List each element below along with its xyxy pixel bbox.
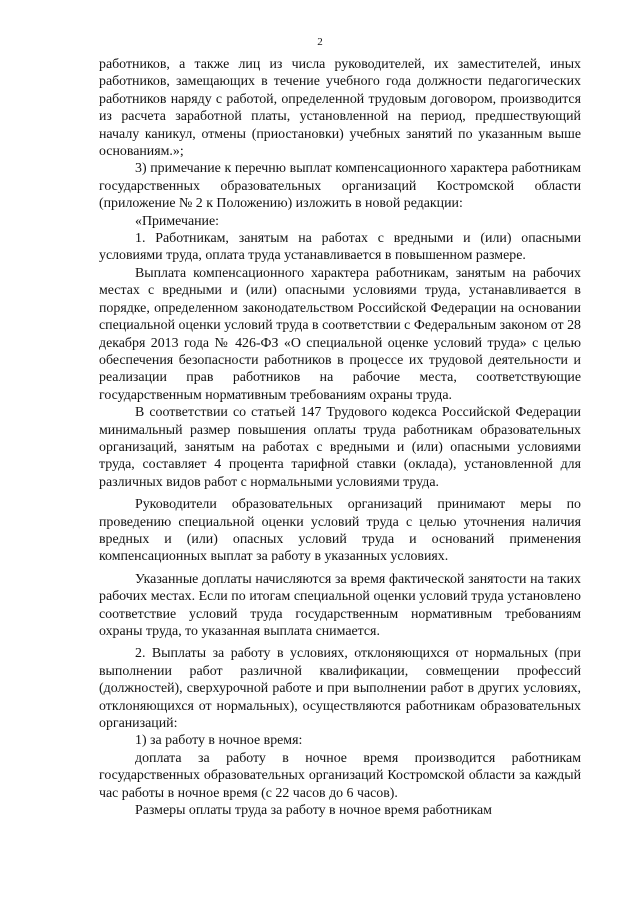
paragraph-8: Указанные доплаты начисляются за время фактической занятости на таких рабочих местах. Если по итогам специальной оценки условий труда установлено соответствие условий труда государственным нормативным требованиям охраны труда, то указанная выплата снимается. — [99, 571, 581, 639]
paragraph-4: 1. Работникам, занятым на работах с вредными и (или) опасными условиями труда, оплата труда устанавливается в повышенном размере. — [99, 231, 581, 264]
paragraph-12: Размеры оплаты труда за работу в ночное время работникам — [135, 803, 492, 819]
paragraph-3: «Примечание: — [135, 213, 220, 229]
paragraph-9: 2. Выплаты за работу в условиях, отклоняющихся от нормальных (при выполнении работ различной квалификации, совмещении профессий (должностей), сверхурочной работе и при выполнении работ в других условиях, отклоняющихся от нормальных), осуществляются работникам образовательных организаций: — [99, 646, 581, 732]
paragraph-2: 3) примечание к перечню выплат компенсационного характера работникам государственных образовательных организаций Костромской области (приложение № 2 к Положению) изложить в новой редакции: — [99, 161, 581, 212]
page-number: 2 — [317, 36, 323, 48]
paragraph-5: Выплата компенсационного характера работникам, занятым на рабочих местах с вредными и (или) опасными условиями труда, устанавливается в порядке, определенном законодательством Российской Федерации на основании специальной оценки условий труда в соответствии с Федеральным законом от 28 декабря 2013 года № 426-ФЗ «О специальной оценке условий труда» с целью обеспечения безопасности работников в процессе их трудовой деятельности и реализации прав работников на рабочие места, соответствующие государственным нормативным требованиям охраны труда. — [99, 265, 581, 403]
paragraph-1: работников, а также лиц из числа руководителей, их заместителей, иных работников, замещающих в течение учебного года должности педагогических работников наряду с работой, определенной трудовым договором, производится из расчета заработной платы, установленной на период, предшествующий началу каникул, отмены (приостановки) учебных занятий по указанным выше основаниям.»; — [99, 57, 581, 160]
paragraph-7: Руководители образовательных организаций принимают меры по проведению специальной оценки условий труда с целью уточнения наличия вредных и (или) опасных условий труда и оснований применения компенсационных выплат за работу в указанных условиях. — [99, 497, 581, 565]
paragraph-10: 1) за работу в ночное время: — [135, 733, 303, 749]
document-body — [99, 56, 581, 819]
paragraph-6: В соответствии со статьей 147 Трудового кодекса Российской Федерации минимальный размер повышения оплаты труда работникам образовательных организаций, занятым на работах с вредными и (или) опасными условиями труда, составляет 4 процента тарифной ставки (оклада), установленной для различных видов работ с нормальными условиями труда. — [99, 405, 581, 490]
paragraph-11: доплата за работу в ночное время производится работникам государственных образовательных организаций Костромской области за каждый час работы в ночное время (с 22 часов до 6 часов). — [99, 750, 581, 801]
